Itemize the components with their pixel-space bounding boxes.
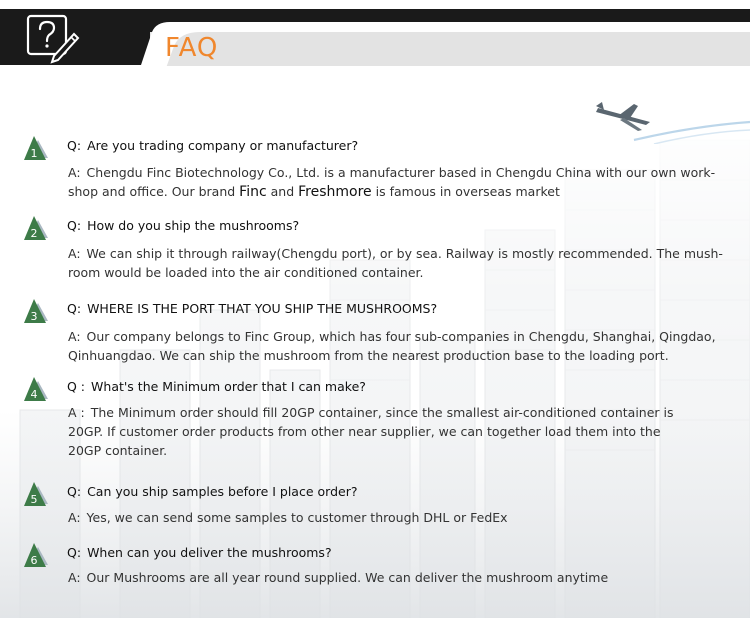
faq-answer xyxy=(68,327,716,365)
answer-text: room would be loaded into the air conditioned container. xyxy=(68,265,424,280)
number-badge-icon xyxy=(24,299,56,325)
question-prefix: Q: xyxy=(67,301,82,316)
question-prefix: Q: xyxy=(67,138,82,153)
badge-number: 2 xyxy=(30,227,38,240)
brand-finc: Finc xyxy=(239,184,267,200)
answer-text: 20GP. If customer order products from other near supplier, we can together load them into the xyxy=(68,424,661,439)
faq-answer xyxy=(68,244,723,282)
question-text: How do you ship the mushrooms? xyxy=(87,218,300,233)
badge-number: 6 xyxy=(30,554,38,567)
faq-question xyxy=(67,484,357,499)
answer-line xyxy=(68,182,688,202)
answer-prefix: A: xyxy=(68,329,81,344)
faq-answer xyxy=(68,163,716,202)
number-badge-icon xyxy=(24,377,56,403)
badge-number: 5 xyxy=(30,493,38,506)
question-text: When can you deliver the mushrooms? xyxy=(87,545,332,560)
answer-text: shop and office. Our brand xyxy=(68,184,240,199)
badge-number: 4 xyxy=(30,388,38,401)
answer-text: is famous in overseas market xyxy=(371,184,560,199)
answer-prefix: A: xyxy=(68,510,81,525)
faq-answer xyxy=(68,403,688,460)
answer-line xyxy=(68,244,723,263)
page-title: FAQ xyxy=(165,33,219,63)
answer-line xyxy=(68,346,688,365)
answer-prefix: A: xyxy=(68,165,81,180)
brand-freshmore: Freshmore xyxy=(298,184,372,200)
question-text: Can you ship samples before I place order? xyxy=(87,484,358,499)
answer-line xyxy=(68,441,688,460)
faq-header xyxy=(0,0,750,72)
answer-text: Chengdu Finc Biotechnology Co., Ltd. is a manufacturer based in Chengdu China with our own work- xyxy=(86,165,716,180)
faq-answer xyxy=(68,508,688,527)
answer-line xyxy=(68,568,688,587)
answer-text: We can ship it through railway(Chengdu port), or by sea. Railway is mostly recommended. The mush- xyxy=(86,246,723,261)
answer-line xyxy=(68,327,716,346)
answer-prefix: A: xyxy=(68,570,81,585)
answer-line xyxy=(68,263,688,282)
answer-text: Our Mushrooms are all year round supplied. We can deliver the mushroom anytime xyxy=(86,570,609,585)
faq-question xyxy=(67,379,366,394)
faq-answer xyxy=(68,568,688,587)
question-prefix: Q: xyxy=(67,545,82,560)
answer-line xyxy=(68,163,716,182)
answer-text: Our company belongs to Finc Group, which has four sub-companies in Chengdu, Shanghai, Qingdao, xyxy=(86,329,716,344)
airplane-icon xyxy=(594,100,750,144)
question-text: Are you trading company or manufacturer? xyxy=(87,138,359,153)
number-badge-icon xyxy=(24,136,56,162)
question-help-icon xyxy=(24,12,80,64)
answer-line xyxy=(68,422,688,441)
answer-text: and xyxy=(266,184,299,199)
number-badge-icon xyxy=(24,482,56,508)
answer-prefix: A : xyxy=(68,405,85,420)
answer-line xyxy=(68,403,688,422)
question-text: WHERE IS THE PORT THAT YOU SHIP THE MUSHROOMS? xyxy=(87,301,438,316)
answer-text: Qinhuangdao. We can ship the mushroom from the nearest production base to the loading port. xyxy=(68,348,669,363)
faq-question xyxy=(67,218,299,233)
number-badge-icon xyxy=(24,543,56,569)
question-text: What's the Minimum order that I can make? xyxy=(91,379,366,394)
faq-question xyxy=(67,545,332,560)
badge-number: 1 xyxy=(30,147,38,160)
answer-text: Yes, we can send some samples to customer through DHL or FedEx xyxy=(86,510,508,525)
faq-question xyxy=(67,301,437,316)
answer-line xyxy=(68,508,688,527)
question-prefix: Q : xyxy=(67,379,86,394)
faq-question xyxy=(67,138,358,153)
question-prefix: Q: xyxy=(67,484,82,499)
badge-number: 3 xyxy=(30,310,38,323)
answer-prefix: A: xyxy=(68,246,81,261)
number-badge-icon xyxy=(24,216,56,242)
answer-text: The Minimum order should fill 20GP container, since the smallest air-conditioned container is xyxy=(90,405,674,420)
question-prefix: Q: xyxy=(67,218,82,233)
header-title-tab xyxy=(140,22,750,68)
answer-text: 20GP container. xyxy=(68,443,168,458)
